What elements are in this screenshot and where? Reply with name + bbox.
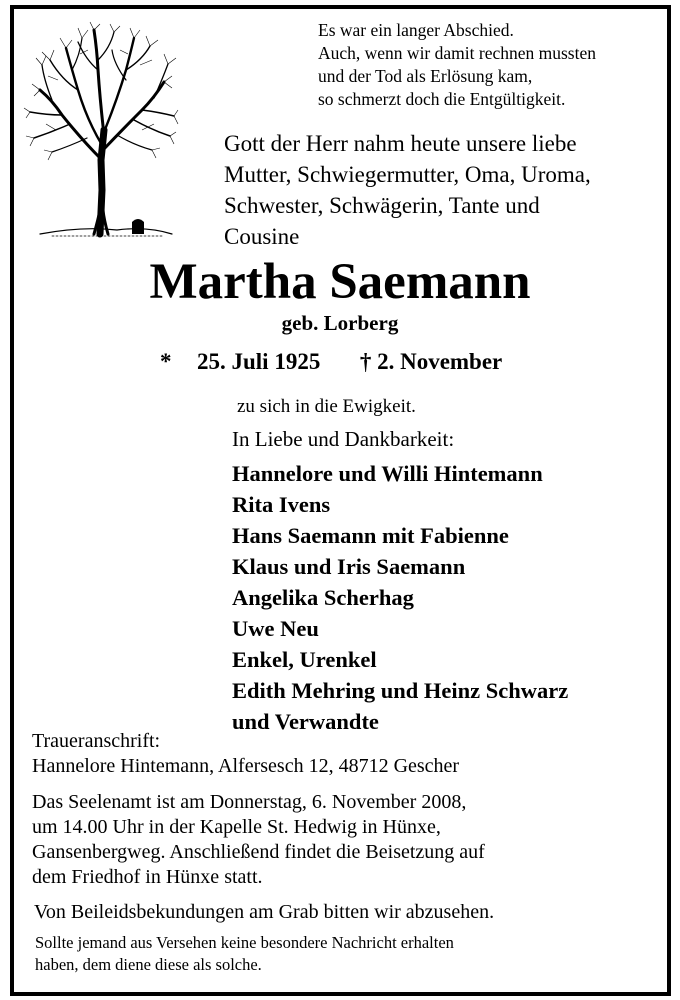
- motto-line: Es war ein langer Abschied.: [318, 20, 514, 40]
- birth-name: geb. Lorberg: [281, 311, 399, 335]
- notice-line: haben, dem diene diese als solche.: [35, 955, 262, 974]
- bare-tree-icon: [22, 20, 180, 240]
- intro-line: Schwester, Schwägerin, Tante und: [224, 193, 540, 218]
- intro-text: [224, 128, 591, 252]
- address-value: Hannelore Hintemann, Alfersesch 12, 48712 Gescher: [32, 755, 460, 777]
- mourner: Hans Saemann mit Fabienne: [232, 523, 509, 548]
- deceased-name: Martha Saemann: [149, 254, 531, 310]
- mourner: Uwe Neu: [232, 616, 319, 641]
- birth-date: 25. Juli 1925: [197, 349, 321, 374]
- notice-line: Sollte jemand aus Versehen keine besondere Nachricht erhalten: [35, 933, 454, 952]
- birth-star-icon: *: [160, 349, 172, 374]
- condolence-note: Von Beileidsbekundungen am Grab bitten wir abzusehen.: [34, 901, 495, 923]
- service-line: Gansenbergweg. Anschließend findet die Beisetzung auf: [32, 841, 485, 863]
- eternity-text: zu sich in die Ewigkeit.: [237, 396, 416, 417]
- intro-line: Gott der Herr nahm heute unsere liebe: [224, 131, 577, 156]
- service-line: um 14.00 Uhr in der Kapelle St. Hedwig in Hünxe,: [32, 816, 441, 838]
- gratitude-text: In Liebe und Dankbarkeit:: [232, 427, 455, 451]
- life-dates: [160, 349, 502, 375]
- motto-line: und der Tod als Erlösung kam,: [318, 66, 533, 86]
- service-info: [32, 790, 485, 890]
- mourner: Klaus und Iris Saemann: [232, 554, 466, 579]
- motto-line: Auch, wenn wir damit rechnen mussten: [318, 43, 596, 63]
- mourner: Edith Mehring und Heinz Schwarz: [232, 678, 569, 703]
- mourner: Rita Ivens: [232, 492, 331, 517]
- notification-note: [35, 932, 454, 976]
- service-line: dem Friedhof in Hünxe statt.: [32, 866, 263, 888]
- address-label: Traueranschrift:: [32, 730, 161, 752]
- mourner: Hannelore und Willi Hintemann: [232, 461, 543, 486]
- motto-line: so schmerzt doch die Entgültigkeit.: [318, 89, 566, 109]
- death-date: 2. November: [377, 349, 503, 374]
- death-cross-icon: †: [359, 349, 372, 374]
- service-line: Das Seelenamt ist am Donnerstag, 6. November 2008,: [32, 791, 467, 813]
- mourner: Angelika Scherhag: [232, 585, 414, 610]
- intro-line: Mutter, Schwiegermutter, Oma, Uroma,: [224, 162, 591, 187]
- mourner: und Verwandte: [232, 709, 379, 734]
- intro-line: Cousine: [224, 224, 300, 249]
- mourning-address: [32, 729, 459, 779]
- mourners-list: [232, 458, 568, 737]
- motto-verse: [318, 19, 596, 111]
- mourner: Enkel, Urenkel: [232, 647, 377, 672]
